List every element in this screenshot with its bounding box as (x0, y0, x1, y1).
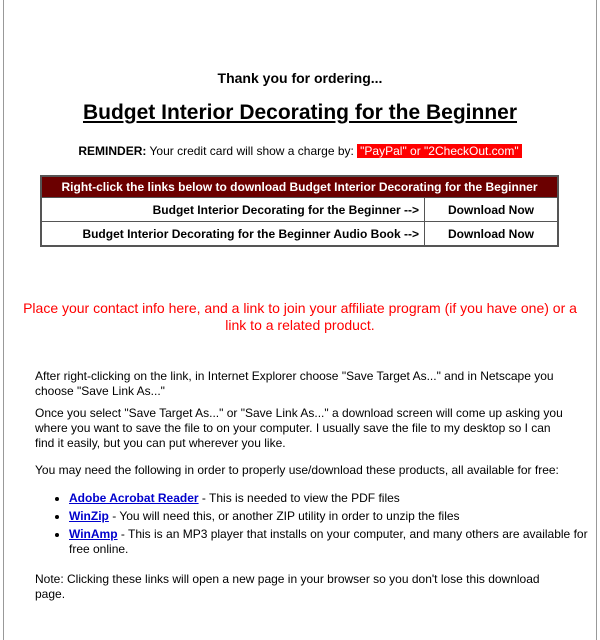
charge-highlight: "PayPal" or "2CheckOut.com" (357, 144, 521, 158)
tools-list (35, 491, 589, 560)
list-item (69, 527, 589, 557)
contact-info-placeholder: Place your contact info here, and a link to join your affiliate program (if you have one) or a link to a related product. (23, 300, 577, 333)
reminder-line (0, 144, 600, 158)
tool-description: - You will need this, or another ZIP utility in order to unzip the files (108, 509, 460, 523)
download-now-link[interactable] (425, 222, 559, 247)
download-table-header: Right-click the links below to download Budget Interior Decorating for the Beginner (41, 176, 558, 198)
download-row (41, 198, 558, 222)
reminder-label: REMINDER: (78, 144, 147, 158)
download-table (40, 175, 559, 247)
acrobat-reader-link[interactable]: Adobe Acrobat Reader (69, 491, 199, 505)
instructions-paragraph: You may need the following in order to properly use/download these products, all available for free: (35, 463, 559, 477)
winamp-link[interactable]: WinAmp (69, 527, 118, 541)
winzip-link[interactable]: WinZip (69, 509, 109, 523)
download-file-name: Budget Interior Decorating for the Beginner --> (41, 198, 425, 222)
page-title: Budget Interior Decorating for the Beginner (82, 101, 518, 124)
download-now-label[interactable]: Download Now (448, 202, 534, 217)
download-now-label[interactable]: Download Now (448, 226, 534, 241)
thanks-heading: Thank you for ordering... (217, 70, 383, 86)
tool-description: - This is an MP3 player that installs on your computer, and many others are available for free online. (69, 527, 588, 556)
list-item (69, 509, 589, 524)
tool-description: - This is needed to view the PDF files (198, 491, 400, 505)
note-text: Note: Clicking these links will open a new page in your browser so you don't lose this download page. (35, 572, 540, 601)
download-file-name: Budget Interior Decorating for the Beginner Audio Book --> (41, 222, 425, 247)
download-now-link[interactable] (425, 198, 559, 222)
instructions-paragraph: Once you select "Save Target As..." or "Save Link As..." a download screen will come up asking you where you want to save the file to on your computer. I usually save the file to my desktop so I can find it easily, but you can put wherever you like. (35, 406, 563, 450)
reminder-text: Your credit card will show a charge by: (146, 144, 358, 158)
list-item (69, 491, 589, 506)
instructions-paragraph: After right-clicking on the link, in Internet Explorer choose "Save Target As..." and in Netscape you choose "Save Link As..." (35, 369, 554, 398)
download-row (41, 222, 558, 247)
